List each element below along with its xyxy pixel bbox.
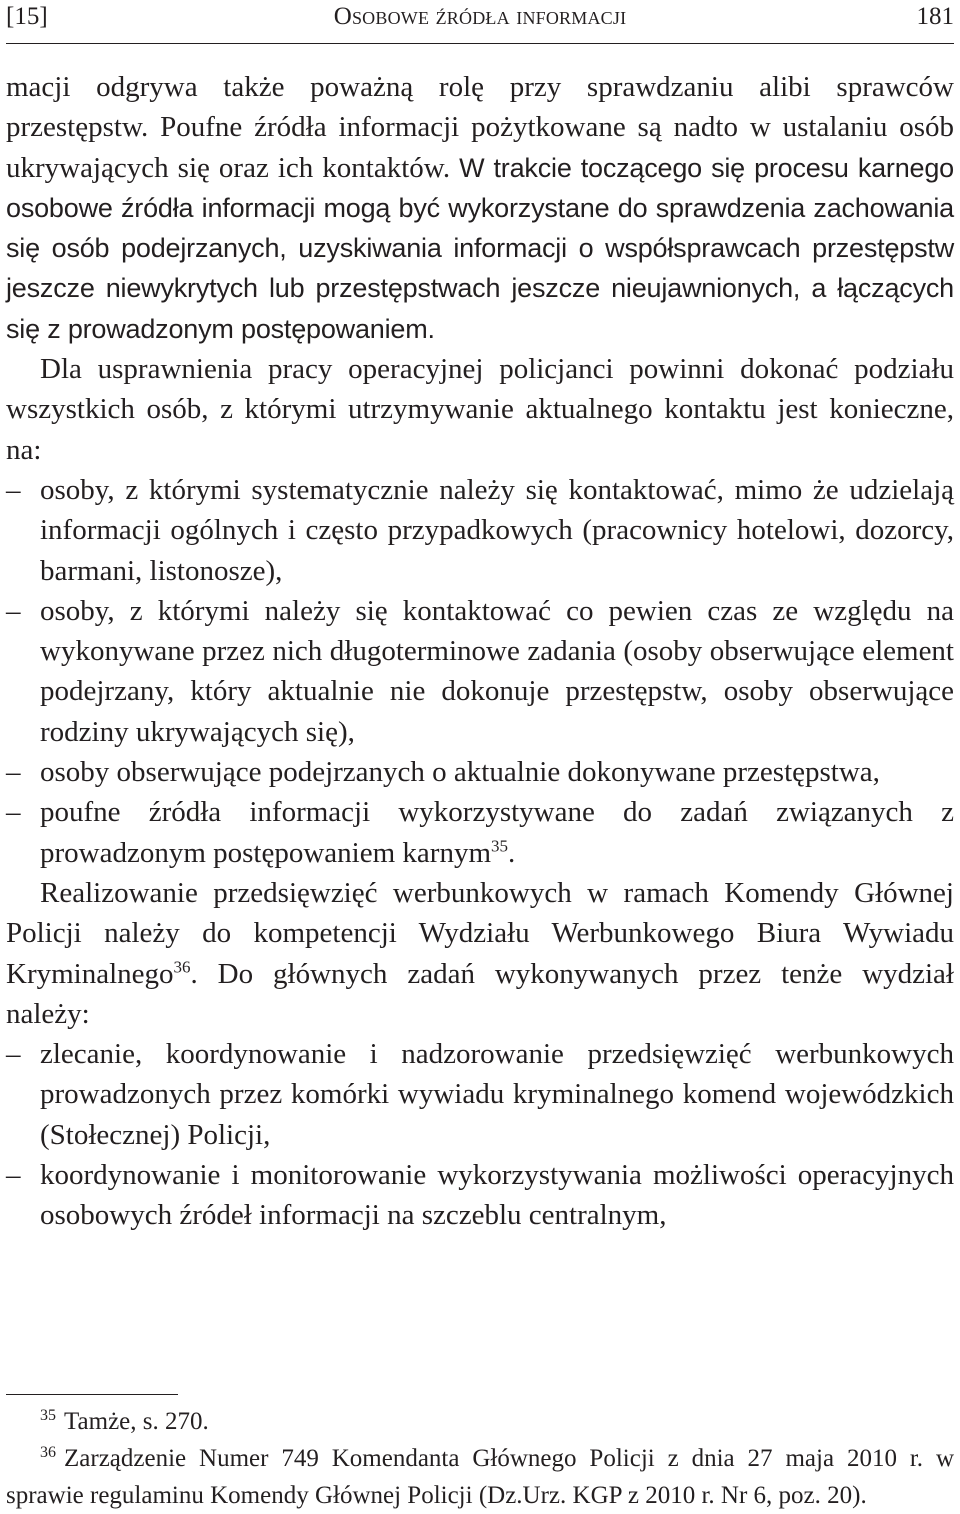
header-rule [6, 43, 954, 44]
list-item [6, 1034, 954, 1155]
footnote-separator [6, 1394, 178, 1395]
footnote-36 [6, 1440, 954, 1514]
list-item [6, 1155, 954, 1236]
list-item [6, 591, 954, 752]
page-number: 181 [916, 3, 954, 30]
main-text [6, 67, 954, 1236]
dash-marker: – [6, 756, 21, 789]
footnote-text: Zarządzenie Numer 749 Komendanta Głównego Policji z dnia 27 maja 2010 r. w sprawie regulaminu Komendy Głównej Policji (Dz.Urz. KGP z 2010 r. Nr 6, poz. 20). [6, 1445, 954, 1509]
dash-marker: – [6, 796, 21, 829]
dash-marker: – [6, 594, 21, 627]
contact-categories-list [6, 470, 954, 873]
footnote-ref-36[interactable]: 36 [173, 956, 191, 976]
list-item-text: koordynowanie i monitorowanie wykorzystywania możliwości operacyjnych osobowych źródeł informacji na szczeblu centralnym, [40, 1159, 954, 1232]
footnote-35 [6, 1403, 954, 1440]
footnotes [6, 1403, 954, 1514]
list-item-text: osoby obserwujące podejrzanych o aktualnie dokonywane przestępstwa, [40, 756, 880, 789]
list-item-text: osoby, z którymi należy się kontaktować co pewien czas ze względu na wykonywane przez nich długoterminowe zadania (osoby obserwujące element podejrzany, który aktualnie nie dokonuje przestępstw, osoby obserwujące rodziny ukrywających się), [40, 594, 954, 748]
list-item [6, 752, 954, 792]
list-item-text: osoby, z którymi systematycznie należy się kontaktować, mimo że udzielają informacji ogólnych i często przypadkowych (pracownicy hotelowi, dozorcy, barmani, listonosze), [40, 473, 954, 587]
running-title: Osobowe źródła informacji [333, 3, 627, 30]
list-item [6, 792, 954, 873]
dash-marker: – [6, 1038, 21, 1071]
list-item-text: poufne źródła informacji wykorzystywane do zadań związanych z prowadzonym postępowaniem karnym [40, 796, 954, 869]
paragraph-1-serif-text: macji odgrywa także poważną rolę przy sprawdzaniu alibi sprawców przestępstw. Poufne źródła informacji pożytkowane są nadto w ustalaniu osób ukrywających się oraz ich kontaktów. [6, 71, 954, 184]
paragraph-3 [6, 873, 954, 1034]
list-item-end: . [508, 836, 516, 869]
dash-marker: – [6, 1159, 21, 1192]
paragraph-1 [6, 67, 954, 349]
dash-marker: – [6, 473, 21, 506]
running-header [6, 0, 954, 34]
list-item [6, 470, 954, 591]
paragraph-1-sans-text: W trakcie toczącego się procesu karnego osobowe źródła informacji mogą być wykorzystane do sprawdzenia zachowania się osób podejrzanych, uzyskiwania informacji o współsprawcach przestępstw jeszcze niewykrytych lub przestępstwach jeszcze nieujawnionych, a łączących się z prowadzonym postępowaniem. [6, 152, 954, 344]
chapter-number: [15] [6, 3, 48, 30]
paragraph-3-continuation: . Do głównych zadań wykonywanych przez tenże wydział należy: [6, 957, 954, 1030]
list-item-text: zlecanie, koordynowanie i nadzorowanie przedsięwzięć werbunkowych prowadzonych przez komórki wywiadu kryminalnego komend wojewódzkich (Stołecznej) Policji, [40, 1038, 954, 1151]
footnote-number: 36 [40, 1443, 56, 1461]
paragraph-3-text: Realizowanie przedsięwzięć werbunkowych w ramach Komendy Głównej Policji należy do kompetencji Wydziału Werbunkowego Biura Wywiadu Kryminalnego [6, 876, 954, 990]
paragraph-2: Dla usprawnienia pracy operacyjnej policjanci powinni dokonać podziału wszystkich osób, z którymi utrzymywanie aktualnego kontaktu jest konieczne, na: [6, 353, 954, 466]
footnote-number: 35 [40, 1406, 56, 1424]
footnote-text: Tamże, s. 270. [64, 1408, 209, 1435]
footnote-ref-35[interactable]: 35 [491, 835, 509, 855]
division-tasks-list [6, 1034, 954, 1235]
